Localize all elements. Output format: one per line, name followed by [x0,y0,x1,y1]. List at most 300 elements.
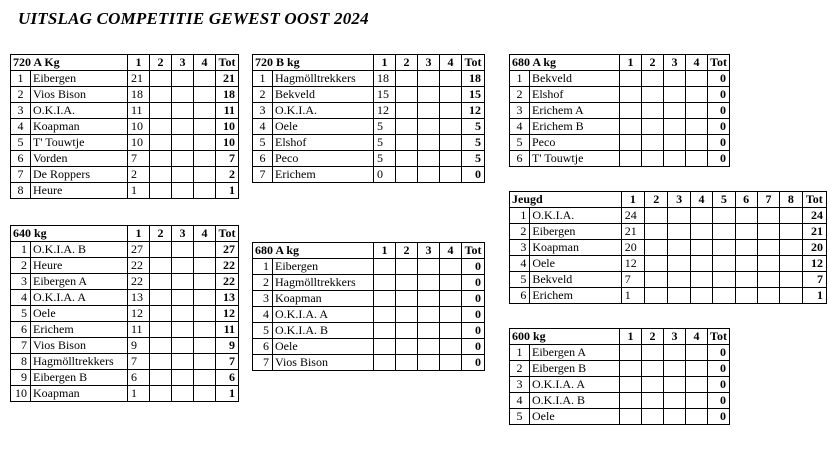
score-cell [440,103,462,119]
rank-cell: 3 [253,291,273,307]
team-name: Vios Bison [273,355,374,371]
table-row [253,307,485,323]
team-name: T' Touwtje [530,151,620,167]
total-cell: 12 [462,103,485,119]
score-cell [642,377,664,393]
team-name: Peco [530,135,620,151]
header-row [11,226,239,242]
total-cell: 11 [216,322,239,338]
round-header: 3 [172,55,194,71]
team-name: Elshof [530,87,620,103]
score-cell [172,119,194,135]
table-row [11,306,239,322]
score-cell [664,151,686,167]
round-header: 1 [620,55,642,71]
total-cell: 0 [708,135,730,151]
score-cell: 12 [374,103,396,119]
team-name: T' Touwtje [31,135,128,151]
rank-cell: 3 [510,377,530,393]
rank-cell: 1 [510,345,530,361]
score-cell [396,275,418,291]
results-table-720b [252,54,485,183]
round-header: 3 [418,243,440,259]
score-cell [690,272,712,288]
score-cell [150,370,172,386]
total-cell: 0 [708,409,730,425]
score-cell [664,409,686,425]
round-header: 5 [713,192,735,208]
score-cell [172,370,194,386]
table-row [510,409,730,425]
score-cell: 5 [374,135,396,151]
round-header: 2 [642,329,664,345]
team-name: Eibergen [273,259,374,275]
total-cell: 0 [462,275,485,291]
score-cell: 10 [128,135,150,151]
score-cell [374,259,396,275]
score-cell [418,291,440,307]
score-cell [374,339,396,355]
header-row [510,192,827,208]
score-cell [440,307,462,323]
score-cell [713,208,735,224]
score-cell [440,87,462,103]
team-name: Bekveld [530,272,621,288]
weight-class-label: Jeugd [510,192,622,208]
score-cell: 15 [374,87,396,103]
total-cell: 0 [462,339,485,355]
round-header: 4 [194,226,216,242]
team-name: De Roppers [31,167,128,183]
score-cell [172,338,194,354]
score-cell [172,258,194,274]
results-table-640 [10,225,239,402]
score-cell [194,119,216,135]
score-cell [645,272,668,288]
total-cell: 0 [708,151,730,167]
score-cell [620,361,642,377]
score-cell [620,409,642,425]
team-name: O.K.I.A. A [273,307,374,323]
score-cell [620,119,642,135]
score-cell [664,361,686,377]
score-cell [686,409,708,425]
team-name: O.K.I.A. A [31,290,128,306]
score-cell [620,151,642,167]
round-header: Tot [462,243,485,259]
table-row [11,87,239,103]
total-cell: 0 [462,167,485,183]
score-cell [172,183,194,199]
total-cell: 24 [802,208,826,224]
table-row [510,224,827,240]
team-name: Koapman [31,119,128,135]
score-cell: 12 [128,306,150,322]
team-name: Eibergen [31,71,128,87]
round-header: 2 [150,226,172,242]
round-header: 3 [664,329,686,345]
rank-cell: 8 [11,354,31,370]
score-cell [172,354,194,370]
score-cell [418,355,440,371]
team-name: Vios Bison [31,338,128,354]
round-header: 1 [128,55,150,71]
rank-cell: 9 [11,370,31,386]
team-name: O.K.I.A. B [530,393,620,409]
score-cell: 11 [128,322,150,338]
score-cell [396,135,418,151]
score-cell [150,103,172,119]
score-cell [645,208,668,224]
team-name: Bekveld [530,71,620,87]
score-cell [150,290,172,306]
rank-cell: 4 [510,393,530,409]
score-cell [664,135,686,151]
rank-cell: 6 [510,151,530,167]
table-row [253,103,485,119]
rank-cell: 8 [11,183,31,199]
score-cell [440,275,462,291]
round-header: Tot [708,55,730,71]
score-cell [418,339,440,355]
score-cell [150,306,172,322]
score-cell [418,307,440,323]
rank-cell: 5 [11,135,31,151]
total-cell: 7 [216,151,239,167]
round-header: 2 [645,192,668,208]
score-cell [194,290,216,306]
score-cell [686,151,708,167]
score-cell [690,288,712,304]
score-cell [780,256,802,272]
score-cell [735,256,757,272]
score-cell [645,240,668,256]
table-row [510,256,827,272]
rank-cell: 2 [510,361,530,377]
rank-cell: 4 [253,307,273,323]
score-cell [664,87,686,103]
total-cell: 2 [216,167,239,183]
team-name: Peco [273,151,374,167]
score-cell [374,355,396,371]
score-cell [172,306,194,322]
header-row [253,243,485,259]
table-row [253,151,485,167]
score-cell [172,242,194,258]
score-cell [150,183,172,199]
score-cell: 7 [621,272,644,288]
round-header: 7 [757,192,779,208]
score-cell [150,71,172,87]
score-cell [620,345,642,361]
rank-cell: 6 [11,322,31,338]
table-row [510,288,827,304]
score-cell [642,119,664,135]
table-row [253,355,485,371]
score-cell [374,323,396,339]
round-header: 4 [686,329,708,345]
score-cell [780,288,802,304]
score-cell: 5 [374,119,396,135]
score-cell [690,224,712,240]
results-table-jeugd [509,191,827,304]
table-row [510,240,827,256]
score-cell: 18 [374,71,396,87]
round-header: 2 [642,55,664,71]
score-cell [757,224,779,240]
score-cell [396,151,418,167]
score-cell [713,272,735,288]
score-cell [396,323,418,339]
score-cell [396,103,418,119]
total-cell: 0 [708,71,730,87]
score-cell [620,393,642,409]
score-cell [172,167,194,183]
score-cell: 10 [128,119,150,135]
score-cell [194,274,216,290]
score-cell [642,103,664,119]
total-cell: 0 [708,103,730,119]
score-cell [396,167,418,183]
rank-cell: 3 [11,274,31,290]
total-cell: 20 [802,240,826,256]
table-row [510,272,827,288]
total-cell: 22 [216,274,239,290]
score-cell: 22 [128,274,150,290]
rank-cell: 1 [253,259,273,275]
total-cell: 9 [216,338,239,354]
results-table-720a [10,54,239,199]
score-cell [374,307,396,323]
total-cell: 21 [216,71,239,87]
round-header: 2 [150,55,172,71]
score-cell [150,274,172,290]
score-cell [686,377,708,393]
rank-cell: 5 [510,135,530,151]
score-cell [172,71,194,87]
total-cell: 5 [462,135,485,151]
table-row [11,151,239,167]
table-row [510,208,827,224]
rank-cell: 5 [11,306,31,322]
team-name: Eibergen A [530,345,620,361]
score-cell [418,259,440,275]
rank-cell: 3 [253,103,273,119]
score-cell [668,224,690,240]
score-cell: 20 [621,240,644,256]
score-cell [194,103,216,119]
team-name: Erichem [31,322,128,338]
total-cell: 0 [462,307,485,323]
team-name: Erichem [530,288,621,304]
score-cell [780,240,802,256]
score-cell [735,272,757,288]
round-header: 4 [690,192,712,208]
score-cell [440,167,462,183]
table-row [510,87,730,103]
table-row [253,323,485,339]
score-cell [664,103,686,119]
team-name: Vorden [31,151,128,167]
score-cell [668,240,690,256]
score-cell [194,370,216,386]
table-row [11,258,239,274]
score-cell [194,386,216,402]
total-cell: 0 [708,393,730,409]
score-cell: 7 [128,151,150,167]
score-cell [418,135,440,151]
score-cell: 18 [128,87,150,103]
score-cell [780,208,802,224]
rank-cell: 1 [510,208,530,224]
score-cell [642,409,664,425]
table-row [11,119,239,135]
table-row [11,183,239,199]
rank-cell: 2 [11,258,31,274]
round-header: Tot [216,226,239,242]
score-cell [418,87,440,103]
table-row [510,151,730,167]
results-table-680a-middle [252,242,485,371]
score-cell [686,393,708,409]
rank-cell: 2 [253,275,273,291]
table-row [253,135,485,151]
rank-cell: 5 [510,272,530,288]
score-cell [642,87,664,103]
table-row [11,386,239,402]
score-cell [150,322,172,338]
total-cell: 5 [462,151,485,167]
table-row [253,119,485,135]
weight-class-label: 720 B kg [253,55,374,71]
score-cell [150,119,172,135]
team-name: Oele [530,409,620,425]
score-cell [374,291,396,307]
total-cell: 21 [802,224,826,240]
score-cell [780,224,802,240]
total-cell: 7 [216,354,239,370]
score-cell [757,208,779,224]
score-cell [642,345,664,361]
score-cell [194,242,216,258]
total-cell: 10 [216,119,239,135]
page-title: UITSLAG COMPETITIE GEWEST OOST 2024 [18,9,369,28]
table-row [11,370,239,386]
team-name: Oele [530,256,621,272]
score-cell [440,259,462,275]
score-cell [150,87,172,103]
rank-cell: 7 [11,338,31,354]
score-cell [194,71,216,87]
team-name: Erichem A [530,103,620,119]
score-cell [150,242,172,258]
total-cell: 0 [462,291,485,307]
total-cell: 1 [802,288,826,304]
score-cell [757,288,779,304]
score-cell [150,151,172,167]
rank-cell: 5 [510,409,530,425]
score-cell [668,288,690,304]
rank-cell: 6 [253,339,273,355]
score-cell [396,339,418,355]
rank-cell: 4 [510,119,530,135]
rank-cell: 2 [510,87,530,103]
rank-cell: 7 [253,355,273,371]
score-cell [396,71,418,87]
team-name: Hagmölltrekkers [273,275,374,291]
score-cell [620,135,642,151]
round-header: 6 [735,192,757,208]
score-cell [686,119,708,135]
round-header: Tot [708,329,730,345]
rank-cell: 5 [253,323,273,339]
score-cell [664,71,686,87]
round-header: Tot [462,55,485,71]
score-cell [194,151,216,167]
score-cell [172,87,194,103]
score-cell: 1 [621,288,644,304]
rank-cell: 1 [11,71,31,87]
table-row [253,339,485,355]
score-cell [664,119,686,135]
rank-cell: 6 [11,151,31,167]
rank-cell: 4 [253,119,273,135]
team-name: Oele [31,306,128,322]
total-cell: 15 [462,87,485,103]
score-cell [668,208,690,224]
score-cell [686,103,708,119]
score-cell [172,151,194,167]
team-name: Koapman [530,240,621,256]
total-cell: 10 [216,135,239,151]
rank-cell: 6 [253,151,273,167]
round-header: 3 [668,192,690,208]
score-cell [642,151,664,167]
round-header: 8 [780,192,802,208]
round-header: 4 [686,55,708,71]
table-row [11,242,239,258]
team-name: Eibergen B [31,370,128,386]
round-header: 3 [172,226,194,242]
score-cell: 24 [621,208,644,224]
rank-cell: 4 [11,119,31,135]
header-row [253,55,485,71]
rank-cell: 2 [253,87,273,103]
table-row [510,393,730,409]
score-cell [418,323,440,339]
score-cell: 6 [128,370,150,386]
score-cell [686,361,708,377]
score-cell [150,354,172,370]
round-header: 1 [621,192,644,208]
team-name: O.K.I.A. [31,103,128,119]
total-cell: 1 [216,386,239,402]
team-name: O.K.I.A. B [31,242,128,258]
team-name: Koapman [31,386,128,402]
total-cell: 0 [708,361,730,377]
score-cell [374,275,396,291]
score-cell [690,240,712,256]
score-cell [150,338,172,354]
team-name: O.K.I.A. [273,103,374,119]
total-cell: 18 [462,71,485,87]
score-cell [780,272,802,288]
score-cell [686,135,708,151]
header-row [510,55,730,71]
round-header: Tot [216,55,239,71]
round-header: 3 [418,55,440,71]
round-header: 4 [194,55,216,71]
